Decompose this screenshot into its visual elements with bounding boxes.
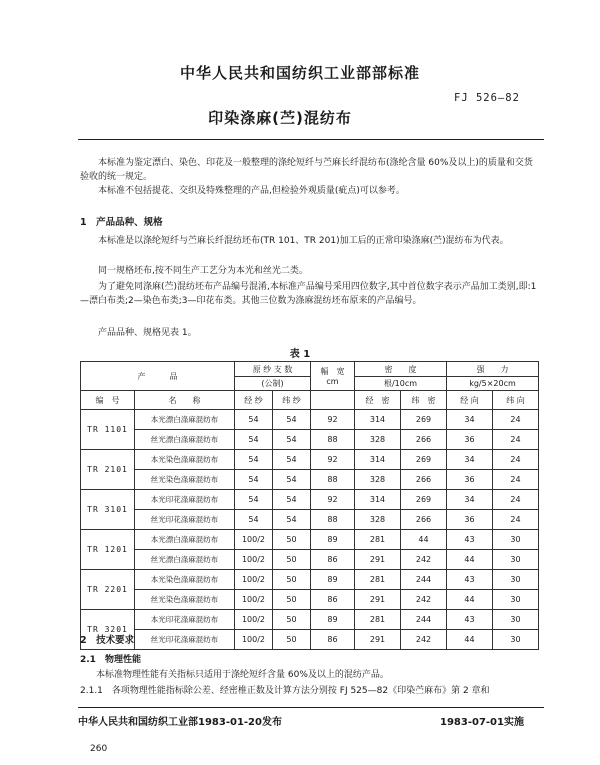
warp-density-cell: 281 [355, 610, 401, 630]
product-name-cell: 丝光染色涤麻混纺布 [135, 590, 235, 610]
table-row [81, 530, 539, 550]
warp-density-cell: 328 [355, 470, 401, 490]
table-row [81, 450, 539, 470]
product-code-cell: TR 3201 [81, 610, 135, 650]
weft-density-cell: 242 [401, 550, 447, 570]
product-code-cell: TR 2201 [81, 570, 135, 610]
warp-yarn-cell: 54 [235, 450, 273, 470]
width-cell: 86 [311, 550, 355, 570]
table-row [81, 470, 539, 490]
weft-density-cell: 242 [401, 590, 447, 610]
warp-density-cell: 328 [355, 510, 401, 530]
warp-yarn-cell: 54 [235, 430, 273, 450]
product-name-cell: 丝光染色涤麻混纺布 [135, 470, 235, 490]
table-row [81, 630, 539, 650]
weft-yarn-cell: 54 [273, 470, 311, 490]
product-name-cell: 丝光漂白涤麻混纺布 [135, 430, 235, 450]
warp-strength-cell: 44 [447, 630, 493, 650]
header-code: 编 号 [81, 391, 135, 410]
warp-density-cell: 281 [355, 530, 401, 550]
weft-strength-cell: 30 [493, 530, 539, 550]
weft-density-cell: 266 [401, 470, 447, 490]
weft-strength-cell: 30 [493, 630, 539, 650]
width-cell: 88 [311, 470, 355, 490]
weft-yarn-cell: 54 [273, 450, 311, 470]
table-row [81, 610, 539, 630]
header-density-unit: 根/10cm [355, 377, 447, 391]
weft-strength-cell: 24 [493, 510, 539, 530]
table-row [81, 590, 539, 610]
header-density: 密 度 [355, 362, 447, 377]
warp-strength-cell: 34 [447, 490, 493, 510]
weft-yarn-cell: 50 [273, 530, 311, 550]
header-width-unit: cm [326, 377, 339, 386]
width-cell: 92 [311, 490, 355, 510]
width-cell: 92 [311, 410, 355, 430]
warp-strength-cell: 44 [447, 550, 493, 570]
warp-strength-cell: 36 [447, 510, 493, 530]
weft-density-cell: 269 [401, 490, 447, 510]
weft-density-cell: 269 [401, 410, 447, 430]
product-name-cell: 丝光漂白涤麻混纺布 [135, 550, 235, 570]
warp-strength-cell: 36 [447, 430, 493, 450]
table-body [81, 410, 539, 650]
standard-code: FJ 526—82 [454, 92, 520, 104]
warp-yarn-cell: 100/2 [235, 550, 273, 570]
width-cell: 88 [311, 510, 355, 530]
header-weft-density: 纬 密 [401, 391, 447, 410]
warp-strength-cell: 43 [447, 530, 493, 550]
weft-strength-cell: 24 [493, 470, 539, 490]
width-cell: 88 [311, 430, 355, 450]
product-code-cell: TR 3101 [81, 490, 135, 530]
warp-strength-cell: 36 [447, 470, 493, 490]
header-yarn-count: 原 纱 支 数 [235, 362, 311, 377]
weft-yarn-cell: 54 [273, 490, 311, 510]
warp-yarn-cell: 54 [235, 490, 273, 510]
table-row [81, 510, 539, 530]
width-cell: 89 [311, 530, 355, 550]
section-1-heading: 1 产品品种、规格 [80, 217, 163, 228]
document-title: 印染涤麻(苎)混纺布 [208, 109, 352, 127]
table-row [81, 570, 539, 590]
product-name-cell: 丝光印花涤麻混纺布 [135, 630, 235, 650]
product-name-cell: 本光印花涤麻混纺布 [135, 490, 235, 510]
warp-strength-cell: 43 [447, 570, 493, 590]
product-name-cell: 本光染色涤麻混纺布 [135, 450, 235, 470]
width-cell: 86 [311, 630, 355, 650]
warp-strength-cell: 34 [447, 450, 493, 470]
weft-strength-cell: 24 [493, 490, 539, 510]
weft-strength-cell: 24 [493, 410, 539, 430]
product-name-cell: 本光漂白涤麻混纺布 [135, 530, 235, 550]
header-product: 产 品 [81, 362, 235, 391]
table-row [81, 430, 539, 450]
warp-yarn-cell: 54 [235, 410, 273, 430]
intro-paragraph-2: 本标准不包括提花、交织及特殊整理的产品,但检验外观质量(疵点)可以参考。 [98, 186, 405, 196]
effective-date: 1983-07-01实施 [440, 717, 524, 728]
section-1-paragraph-3: 为了避免同涤麻(苎)混纺坯布产品编号混淆,本标准产品编号采用四位数字,其中首位数字表示产品加工类别,即:1—漂白布类;2—染色布类;3—印花布类。其他三位数为涤麻混纺坯布原来的产品编号。 [80, 282, 537, 306]
warp-density-cell: 314 [355, 410, 401, 430]
weft-yarn-cell: 54 [273, 430, 311, 450]
org-title: 中华人民共和国纺织工业部部标准 [179, 64, 420, 82]
section-1-paragraph-4: 产品品种、规格见表 1。 [98, 328, 197, 338]
header-name: 名 称 [135, 391, 235, 410]
weft-yarn-cell: 50 [273, 630, 311, 650]
intro-paragraph-1: 本标准为鉴定漂白、染色、印花及一般整理的涤纶短纤与苎麻长纤混纺布(涤纶含量 60%及以上)的质量和交货验收的统一规定。 [80, 158, 533, 182]
header-strength: 强 力 [447, 362, 539, 377]
width-cell: 89 [311, 570, 355, 590]
weft-yarn-cell: 50 [273, 610, 311, 630]
weft-density-cell: 269 [401, 450, 447, 470]
section-2-1-heading: 2.1 物理性能 [80, 655, 141, 665]
product-spec-table [80, 361, 539, 650]
warp-strength-cell: 43 [447, 610, 493, 630]
header-width [311, 362, 355, 391]
weft-strength-cell: 30 [493, 550, 539, 570]
table-caption: 表 1 [289, 349, 311, 360]
issue-date: 中华人民共和国纺织工业部1983-01-20发布 [78, 717, 282, 728]
warp-yarn-cell: 100/2 [235, 610, 273, 630]
weft-strength-cell: 30 [493, 570, 539, 590]
product-name-cell: 本光漂白涤麻混纺布 [135, 410, 235, 430]
warp-strength-cell: 44 [447, 590, 493, 610]
width-cell: 86 [311, 590, 355, 610]
warp-density-cell: 291 [355, 630, 401, 650]
footer-divider [78, 707, 544, 708]
header-strength-unit: kg/5×20cm [447, 377, 539, 391]
section-1-paragraph-1: 本标准是以涤纶短纤与苎麻长纤混纺坯布(TR 101、TR 201)加工后的正常印染涤麻(苎)混纺布为代表。 [98, 236, 509, 246]
section-2-1-text: 本标准物理性能有关指标只适用于涤纶短纤含量 60%及以上的混纺产品。 [96, 670, 389, 680]
warp-density-cell: 314 [355, 450, 401, 470]
warp-density-cell: 291 [355, 590, 401, 610]
header-warp-yarn: 经 纱 [235, 391, 273, 410]
width-cell: 89 [311, 610, 355, 630]
warp-yarn-cell: 100/2 [235, 630, 273, 650]
weft-strength-cell: 24 [493, 430, 539, 450]
warp-density-cell: 291 [355, 550, 401, 570]
header-width-blank [311, 391, 355, 410]
weft-density-cell: 244 [401, 570, 447, 590]
warp-yarn-cell: 54 [235, 510, 273, 530]
width-cell: 92 [311, 450, 355, 470]
warp-yarn-cell: 54 [235, 470, 273, 490]
table-row [81, 490, 539, 510]
weft-density-cell: 266 [401, 430, 447, 450]
weft-yarn-cell: 54 [273, 410, 311, 430]
header-width-label: 幅 宽 [320, 367, 345, 376]
warp-yarn-cell: 100/2 [235, 590, 273, 610]
product-name-cell: 本光印花涤麻混纺布 [135, 610, 235, 630]
header-divider [78, 139, 544, 140]
warp-density-cell: 328 [355, 430, 401, 450]
section-2-heading: 2 技术要求 [80, 635, 135, 646]
weft-strength-cell: 30 [493, 590, 539, 610]
section-2-1-1-text: 2.1.1 各项物理性能指标除公差、经密椎正数及计算方法分别按 FJ 525—82《印染苎麻布》第 2 章和 [80, 686, 490, 696]
header-warp-strength: 经 向 [447, 391, 493, 410]
table-row [81, 550, 539, 570]
product-name-cell: 丝光印花涤麻混纺布 [135, 510, 235, 530]
warp-yarn-cell: 100/2 [235, 530, 273, 550]
warp-density-cell: 281 [355, 570, 401, 590]
weft-density-cell: 244 [401, 610, 447, 630]
weft-yarn-cell: 50 [273, 570, 311, 590]
page-number: 260 [90, 744, 108, 754]
warp-yarn-cell: 100/2 [235, 570, 273, 590]
weft-density-cell: 266 [401, 510, 447, 530]
header-yarn-unit: (公制) [235, 377, 311, 391]
weft-strength-cell: 30 [493, 610, 539, 630]
weft-yarn-cell: 50 [273, 550, 311, 570]
weft-yarn-cell: 54 [273, 510, 311, 530]
product-code-cell: TR 1101 [81, 410, 135, 450]
product-code-cell: TR 2101 [81, 450, 135, 490]
weft-strength-cell: 24 [493, 450, 539, 470]
weft-density-cell: 44 [401, 530, 447, 550]
header-weft-yarn: 纬 纱 [273, 391, 311, 410]
product-name-cell: 本光染色涤麻混纺布 [135, 570, 235, 590]
section-1-paragraph-2: 同一规格坯布,按不同生产工艺分为本光和丝光二类。 [98, 266, 308, 276]
header-weft-strength: 纬 向 [493, 391, 539, 410]
weft-yarn-cell: 50 [273, 590, 311, 610]
weft-density-cell: 242 [401, 630, 447, 650]
warp-strength-cell: 34 [447, 410, 493, 430]
table-row [81, 410, 539, 430]
product-code-cell: TR 1201 [81, 530, 135, 570]
header-warp-density: 经 密 [355, 391, 401, 410]
warp-density-cell: 314 [355, 490, 401, 510]
